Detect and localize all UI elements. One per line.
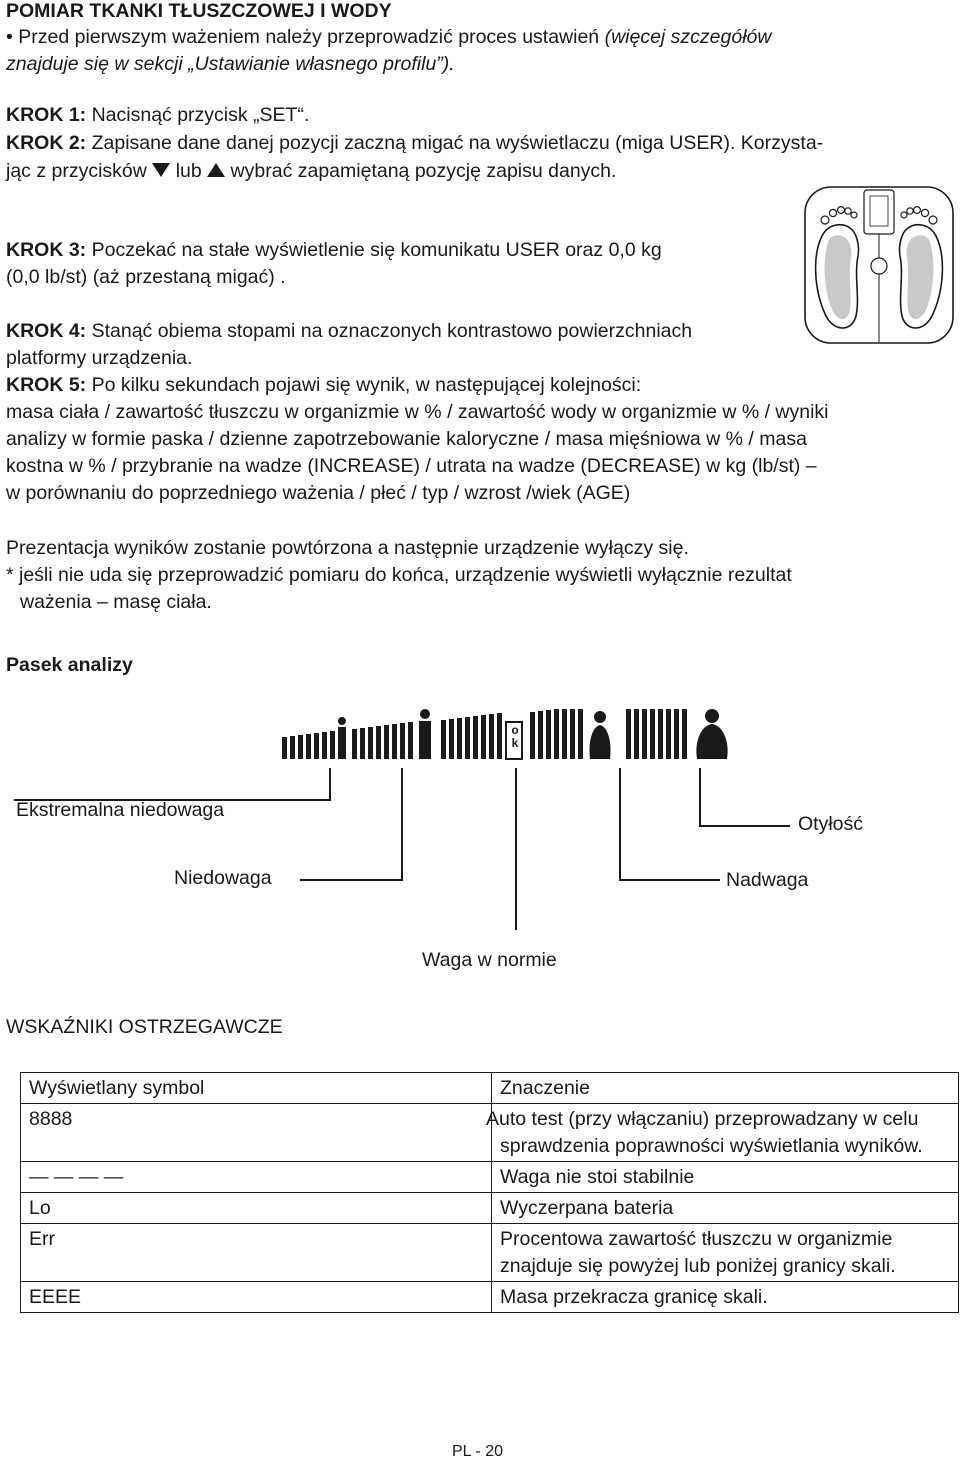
- step-4-text: Stanąć obiema stopami na oznaczonych kontrastowo powierzchniach: [86, 320, 693, 342]
- step-5-text: Po kilku sekundach pojawi się wynik, w następującej kolejności:: [86, 374, 642, 396]
- page-number: PL - 20: [452, 1443, 503, 1460]
- header-symbol: Wyświetlany symbol: [21, 1073, 492, 1104]
- step-1-text: Nacisnąć przycisk „SET“.: [86, 104, 310, 126]
- step-5-line: w porównaniu do poprzedniego ważenia / płeć / typ / wzrost /wiek (AGE): [6, 482, 631, 504]
- analysis-title: Pasek analizy: [6, 654, 133, 676]
- table-row: [21, 1224, 959, 1282]
- row-symbol: 8888: [21, 1104, 492, 1162]
- table-row: [21, 1162, 959, 1193]
- label-underweight: Niedowaga: [174, 867, 272, 889]
- row-meaning: Masa przekracza granicę skali.: [492, 1282, 959, 1313]
- step-5-label: KROK 5:: [6, 374, 87, 396]
- row-meaning: Waga nie stoi stabilnie: [492, 1162, 959, 1193]
- table-header-row: [21, 1073, 959, 1104]
- step-4-label: KROK 4:: [6, 320, 87, 342]
- section-heading: POMIAR TKANKI TŁUSZCZOWEJ I WODY: [6, 0, 392, 22]
- label-overweight: Nadwaga: [726, 869, 809, 891]
- row-symbol: EEEE: [21, 1282, 492, 1313]
- header-meaning: Znaczenie: [492, 1073, 959, 1104]
- table-row: [21, 1282, 959, 1313]
- warnings-title: WSKAŹNIKI OSTRZEGAWCZE: [6, 1016, 283, 1038]
- step-4-line2: platformy urządzenia.: [6, 347, 193, 369]
- row-meaning: Auto test (przy włączaniu) przeprowadzany w celu sprawdzenia poprawności wyświetlania wyników.: [492, 1104, 959, 1162]
- summary-line: Prezentacja wyników zostanie powtórzona a następnie urządzenie wyłączy się.: [6, 537, 689, 559]
- intro-italic-line2: znajduje się w sekcji „Ustawianie własnego profilu”).: [6, 53, 455, 75]
- row-meaning: Wyczerpana bateria: [492, 1193, 959, 1224]
- step-1-label: KROK 1:: [6, 104, 87, 126]
- step-2-text-b: lub: [170, 160, 208, 182]
- intro-italic: (więcej szczegółów: [604, 26, 772, 48]
- step-5-line: masa ciała / zawartość tłuszczu w organizmie w % / zawartość wody w organizmie w % / wyniki: [6, 401, 829, 423]
- bullet-mark: •: [6, 26, 13, 48]
- label-extreme-underweight: Ekstremalna niedowaga: [16, 799, 225, 821]
- step-5-line: analizy w formie paska / dzienne zapotrzebowanie kaloryczne / masa mięśniowa w % / masa: [6, 428, 807, 450]
- intro-text: Przed pierwszym ważeniem należy przeprowadzić proces ustawień: [18, 26, 605, 48]
- leader-lines: [14, 768, 790, 930]
- step-3-line2: (0,0 lb/st) (aż przestaną migać) .: [6, 266, 286, 288]
- row-symbol: Lo: [21, 1193, 492, 1224]
- step-2-text: Zapisane dane danej pozycji zaczną migać na wyświetlaczu (miga USER). Korzysta-: [86, 132, 824, 154]
- row-symbol: Err: [21, 1224, 492, 1282]
- row-symbol: — — — —: [21, 1162, 492, 1193]
- ok-label: ok: [511, 723, 519, 750]
- summary-note-cont: ważenia – masę ciała.: [20, 591, 212, 613]
- row-meaning: Procentowa zawartość tłuszczu w organizmie znajduje się powyżej lub poniżej granicy skali.: [492, 1224, 959, 1282]
- summary-note: * jeśli nie uda się przeprowadzić pomiaru do końca, urządzenie wyświetli wyłącznie rezultat: [6, 564, 792, 586]
- step-2-text-a: jąc z przycisków: [6, 160, 153, 182]
- warnings-table: [20, 1072, 959, 1313]
- step-2-label: KROK 2:: [6, 132, 87, 154]
- step-2-text-c: wybrać zapamiętaną pozycję zapisu danych.: [225, 160, 617, 182]
- label-obesity: Otyłość: [798, 813, 864, 835]
- step-3-label: KROK 3:: [6, 239, 87, 261]
- label-normal-weight: Waga w normie: [422, 949, 557, 971]
- table-row: [21, 1104, 959, 1162]
- step-5-line: kostna w % / przybranie na wadze (INCREASE) / utrata na wadze (DECREASE) w kg (lb/st) –: [6, 455, 817, 477]
- step-3-text: Poczekać na stałe wyświetlenie się komunikatu USER oraz 0,0 kg: [86, 239, 662, 261]
- table-row: [21, 1193, 959, 1224]
